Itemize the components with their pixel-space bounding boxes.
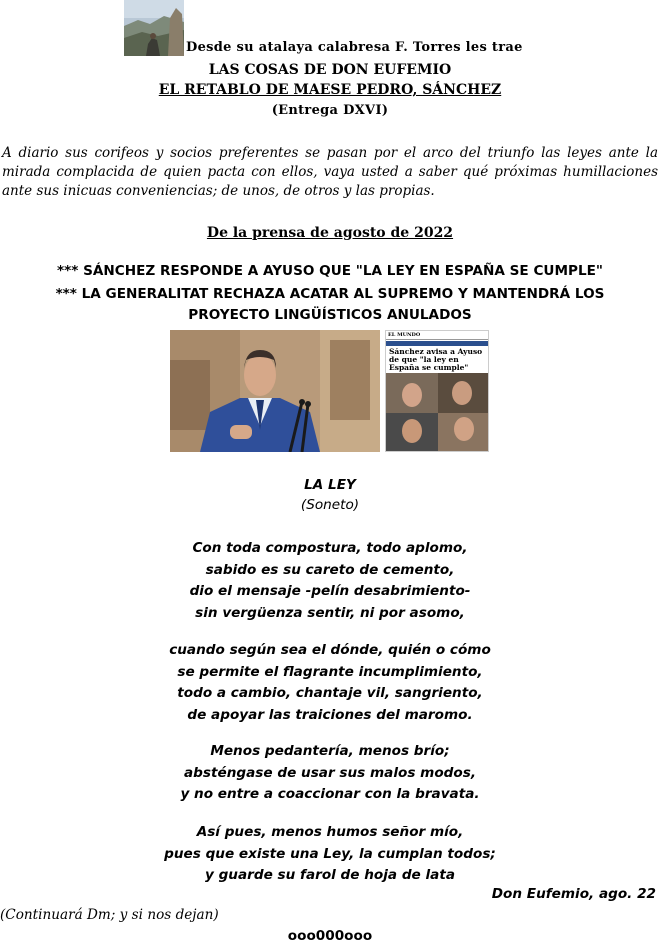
poem-line: sabido es su careto de cemento, — [205, 561, 455, 578]
poem-stanza-1 — [0, 538, 660, 624]
header-entrega: (Entrega DXVI) — [271, 103, 389, 118]
poem-stanza-3 — [0, 741, 660, 806]
poem-line: sin vergüenza sentir, ni por asomo, — [195, 604, 465, 621]
poem-line: Así pues, menos humos señor mío, — [196, 824, 464, 840]
poem-line: y guarde su farol de hoja de lata — [204, 867, 456, 884]
poem-line: absténgase de usar sus malos modos, — [184, 764, 476, 781]
news-headline-2-continued: PROYECTO LINGÜÍSTICOS ANULADOS — [188, 307, 472, 323]
header-title: LAS COSAS DE DON EUFEMIO — [208, 62, 452, 78]
press-heading: De la prensa de agosto de 2022 — [206, 225, 454, 241]
poem-stanza-2 — [0, 640, 660, 726]
signature: Don Eufemio, ago. 22 — [491, 886, 656, 902]
header-landscape-photo — [124, 0, 184, 56]
poem-line: Menos pedantería, menos brío; — [210, 743, 450, 759]
poem-line: pues que existe una Ley, la cumplan todos; — [164, 845, 496, 862]
newspaper-clipping — [385, 330, 489, 452]
poem-line: se permite el flagrante incumplimiento, — [177, 663, 483, 680]
intro-paragraph: A diario sus corifeos y socios preferentes se pasan por el arco del triunfo las leyes ante la mirada complacida de quien pacta con ellos, vaya usted a saber qué próximas humillaciones ante sus inicuas conveniencias; de unos, de otros y las propias. — [2, 145, 658, 199]
poem-line: de apoyar las traiciones del maromo. — [187, 706, 473, 723]
poem-title: LA LEY — [304, 477, 356, 493]
header-subtitle: EL RETABLO DE MAESE PEDRO, SÁNCHEZ — [158, 82, 502, 98]
newspaper-headline: Sánchez avisa a Ayuso de que "la ley en España se cumple" — [389, 347, 483, 372]
poem-subtitle: (Soneto) — [300, 497, 360, 513]
newspaper-nav-bar — [386, 341, 488, 346]
header-intro-line: Desde su atalaya calabresa F. Torres les trae — [186, 40, 523, 55]
news-headline-2: *** LA GENERALITAT RECHAZA ACATAR AL SUPREMO Y MANTENDRÁ LOS — [55, 286, 605, 302]
poem-line: Con toda compostura, todo aplomo, — [192, 540, 468, 556]
poem-line: todo a cambio, chantaje vil, sangriento, — [177, 685, 483, 702]
newspaper-masthead: EL MUNDO — [386, 331, 488, 340]
poem-stanza-4 — [0, 822, 660, 887]
poem-line: y no entre a coaccionar con la bravata. — [180, 786, 480, 803]
closing-mark: ooo000ooo — [287, 928, 373, 944]
newspaper-photo-collage — [386, 373, 488, 451]
news-headline-1: *** SÁNCHEZ RESPONDE A AYUSO QUE "LA LEY EN ESPAÑA SE CUMPLE" — [57, 263, 603, 279]
speaker-photo — [170, 330, 380, 452]
poem-line: dio el mensaje -pelín desabrimiento- — [189, 583, 471, 600]
continuation-note: (Continuará Dm; y si nos dejan) — [0, 907, 219, 923]
poem-line: cuando según sea el dónde, quién o cómo — [169, 642, 491, 658]
